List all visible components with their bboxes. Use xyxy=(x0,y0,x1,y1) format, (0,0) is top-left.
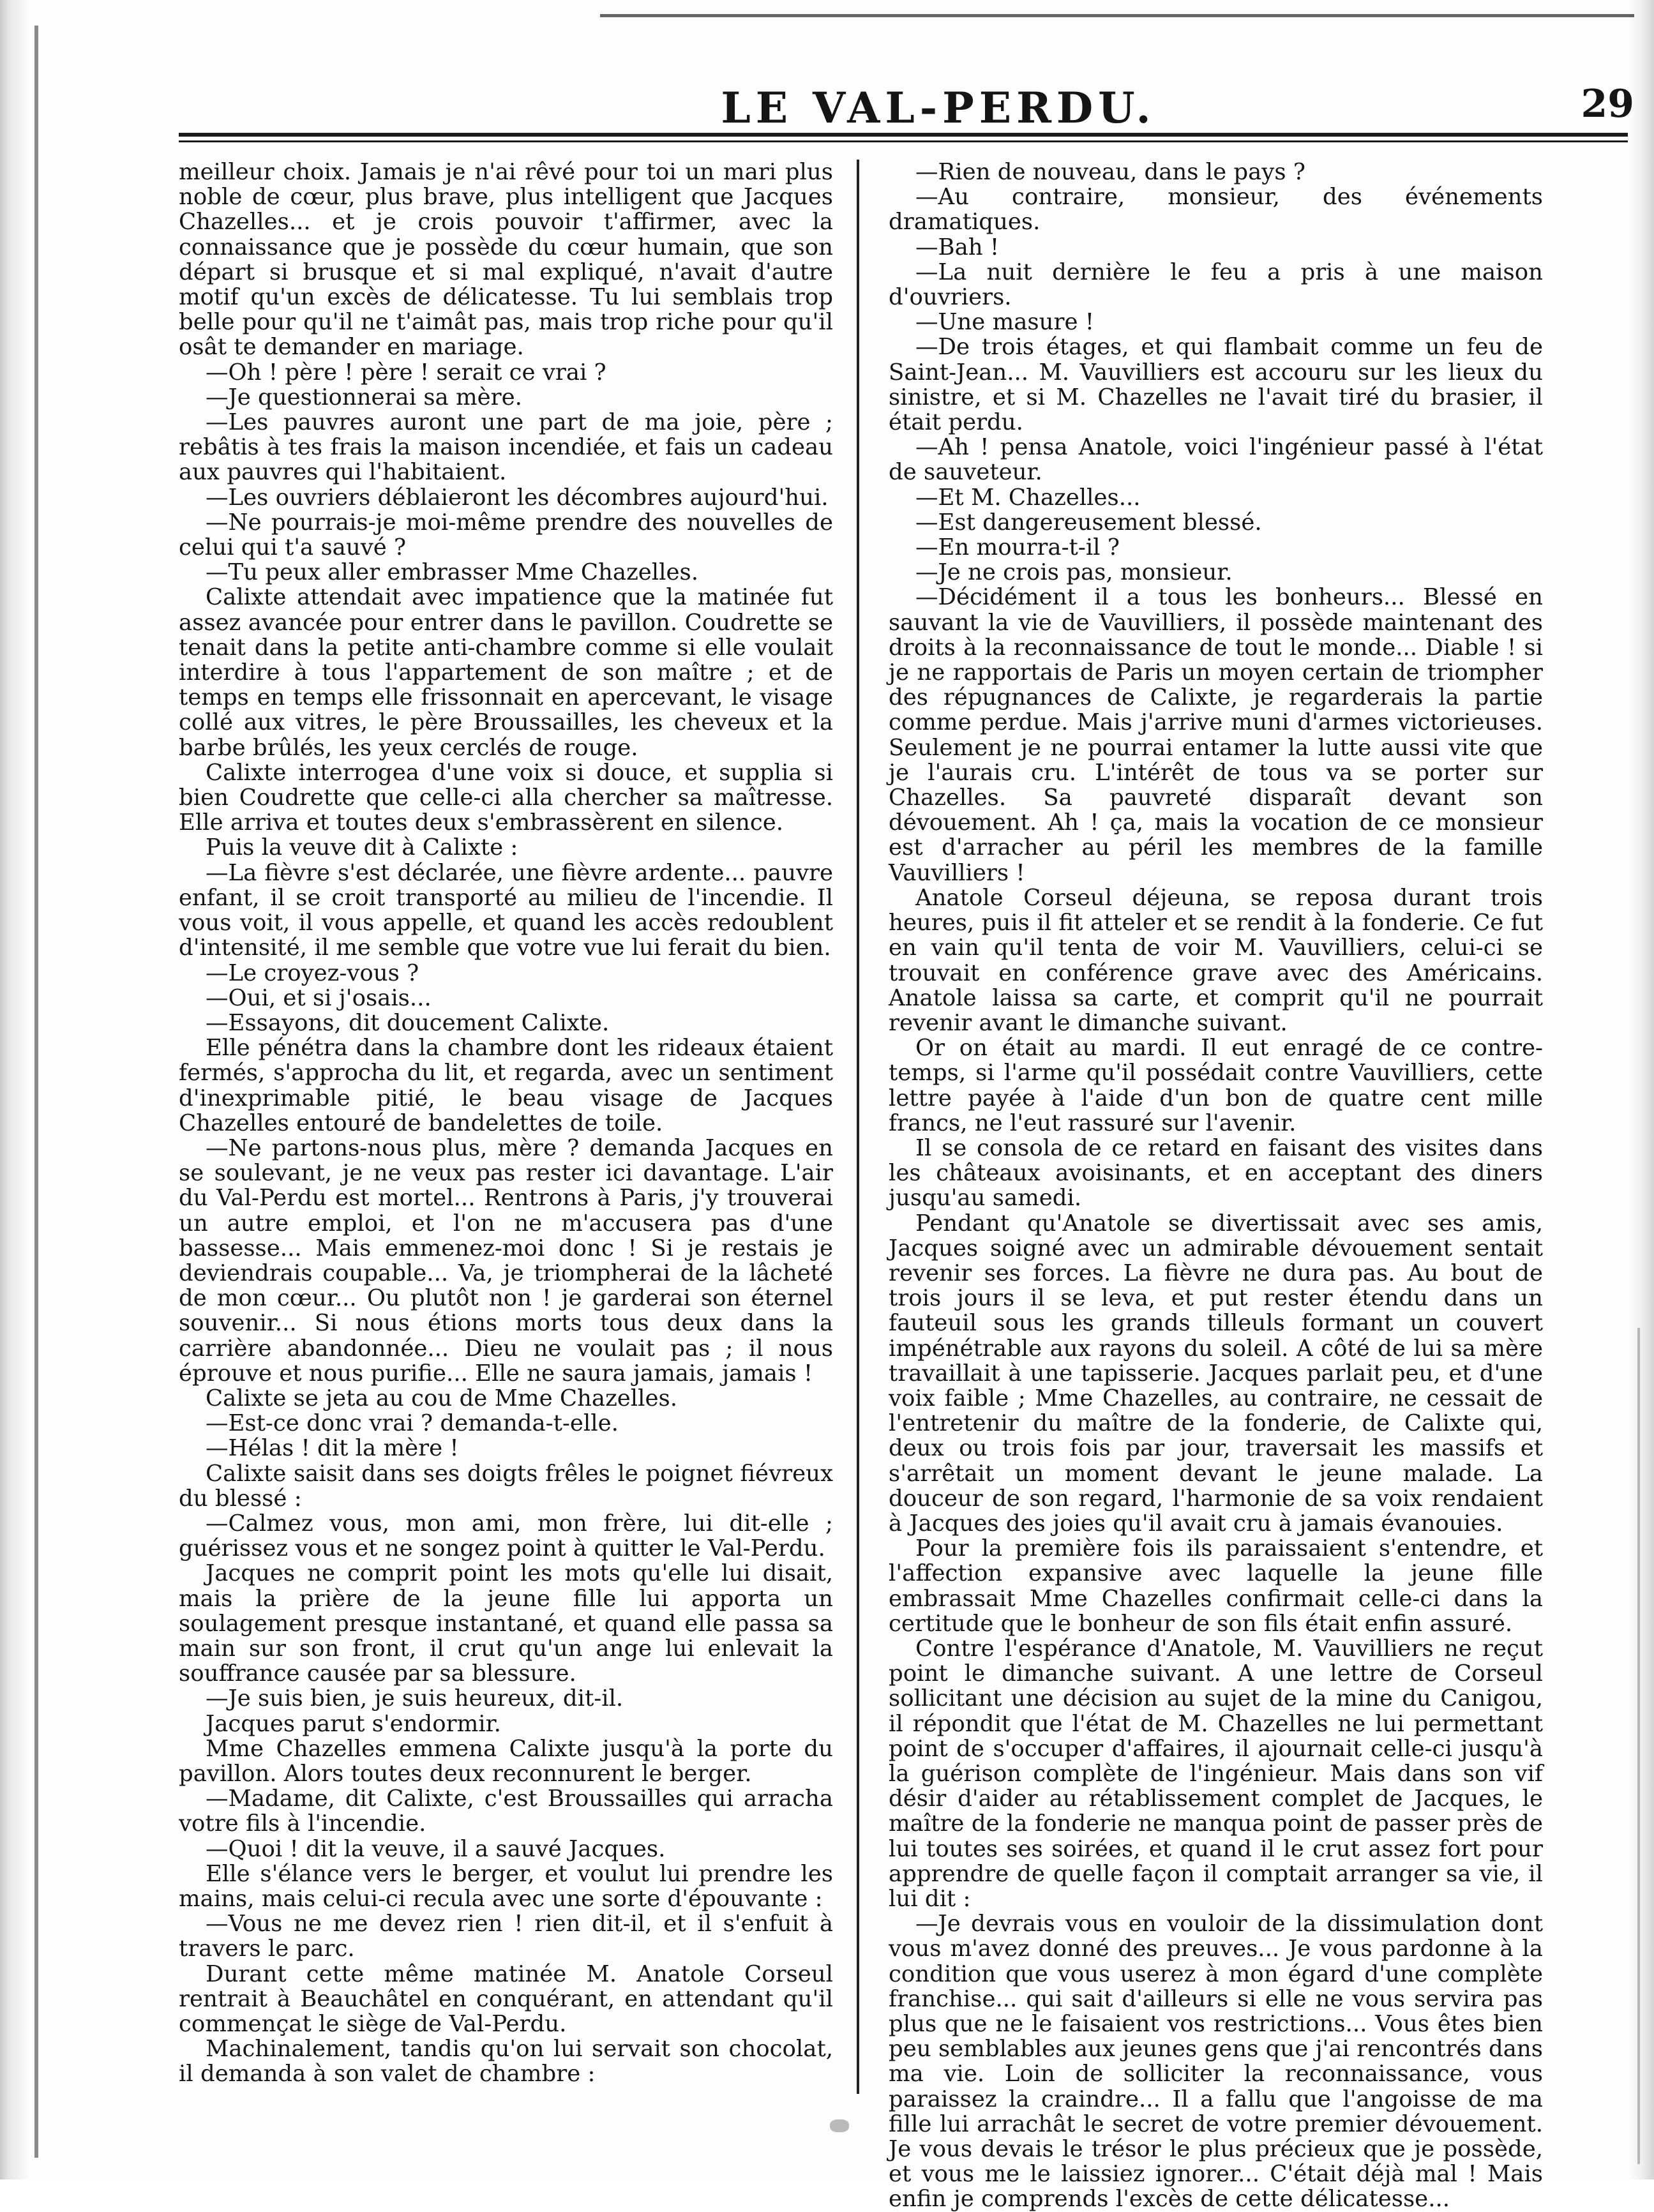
top-rule xyxy=(600,14,1634,17)
paragraph: —Bah ! xyxy=(915,234,1000,260)
page-header xyxy=(179,77,1634,153)
paragraph: Durant cette même matinée M. Anatole Corseul rentrait à Beauchâtel en conquérant, en attendant qu'il commençat le siège de Val-Perdu. xyxy=(179,1960,833,2038)
paragraph: —Calmez vous, mon ami, mon frère, lui dit-elle ; guérissez vous et ne songez point à quitter le Val-Perdu. xyxy=(179,1510,833,1562)
paragraph: —La nuit dernière le feu a pris à une maison d'ouvriers. xyxy=(889,259,1543,311)
paragraph: —Au contraire, monsieur, des événements dramatiques. xyxy=(889,184,1543,236)
header-rule xyxy=(179,133,1628,137)
paragraph: —Décidément il a tous les bonheurs... Blessé en sauvant la vie de Vauvilliers, il possède maintenant des droits à la reconnaissance de tout le monde... Diable ! si je ne rapportais de Paris un moyen certain de triompher des répugnances de Calixte, je regarderais la partie comme perdue. Mais j'arrive muni d'armes victorieuses. Seulement je ne pourrai entamer la lutte aussi vite que je l'aurais cru. L'intérêt de tous va se porter sur Chazelles. Sa pauvreté disparaît devant son dévouement. Ah ! ça, mais la vocation de ce monsieur est d'arracher au péril les membres de la famille Vauvilliers ! xyxy=(889,584,1543,886)
paragraph: —Je questionnerai sa mère. xyxy=(206,384,522,410)
ink-smudge xyxy=(830,2119,849,2132)
paragraph: —Quoi ! dit la veuve, il a sauvé Jacques. xyxy=(206,1835,666,1862)
column-divider xyxy=(857,160,859,2094)
paragraph: Elle s'élance vers le berger, et voulut lui prendre les mains, mais celui-ci recula avec une sorte d'épouvante : xyxy=(179,1860,833,1913)
paragraph: —Tu peux aller embrasser Mme Chazelles. xyxy=(206,559,699,586)
paragraph: —La fièvre s'est déclarée, une fièvre ardente... pauvre enfant, il se croit transporté au milieu de l'incendie. Il vous voit, il vous appelle, et quand les accès redoublent d'intensité, il me semble que votre vue lui ferait du bien. xyxy=(179,859,833,961)
paragraph: —Hélas ! dit la mère ! xyxy=(206,1435,459,1462)
scan-edge-right xyxy=(1628,0,1654,2179)
scan-edge-left xyxy=(0,0,29,2179)
paragraph: —Je devrais vous en vouloir de la dissimulation dont vous m'avez donné des preuves... Je vous pardonne à la condition que vous userez à mon égard d'une complète franchise... qui sait d'ailleurs si elle ne vous servira pas plus que ne le faisaient vos restrictions... Vous êtes bien peu semblables aux jeunes gens que j'ai rencontrés dans ma vie. Loin de solliciter la reconnaissance, vous paraissez la craindre... Il a fallu que l'angoisse de ma fille lui arrachât le secret de votre premier dévouement. Je vous devais le trésor le plus précieux que je possède, et vous me le laissiez ignorer... C'était déjà mal ! Mais enfin je comprends l'excès de cette délicatesse... xyxy=(889,1911,1543,2212)
right-column xyxy=(889,159,1543,2212)
paragraph: Jacques parut s'endormir. xyxy=(206,1710,501,1737)
paragraph: —Ne partons-nous plus, mère ? demanda Jacques en se soulevant, je ne veux pas rester ici davantage. L'air du Val-Perdu est mortel... Rentrons à Paris, j'y trouverai un autre emploi, et l'on ne m'accusera pas d'une bassesse... Mais emmenez-moi donc ! Si je restais je deviendrais coupable... Va, je triompherai de la lâcheté de mon cœur... Ou plutôt non ! je garderai son éternel souvenir... Si nous étions morts tous deux dans la carrière abandonnée... Dieu ne voulait pas ; il nous éprouve et nous purifie... Elle ne saura jamais, jamais ! xyxy=(179,1134,833,1387)
paragraph: Puis la veuve dit à Calixte : xyxy=(206,834,518,861)
paragraph: —Une masure ! xyxy=(915,309,1095,336)
paragraph: Contre l'espérance d'Anatole, M. Vauvilliers ne reçut point le dimanche suivant. A une lettre de Corseul sollicitant une décision au sujet de la mine du Canigou, il répondit que l'état de M. Chazelles ne lui permettant point de s'occuper d'affaires, il ajournait celle-ci jusqu'à la guérison complète de l'ingénieur. Mais dans son vif désir d'aider au rétablissement complet de Jacques, le maître de la fonderie ne manqua point de passer près de lui toutes ses soirées, et quand il le crut assez fort pour apprendre de quelle façon il comptait arranger sa vie, il lui dit : xyxy=(889,1635,1543,1913)
paragraph: —Et M. Chazelles... xyxy=(915,484,1141,511)
paragraph: —Ah ! pensa Anatole, voici l'ingénieur passé à l'état de sauveteur. xyxy=(889,434,1543,486)
running-title: LE VAL-PERDU. xyxy=(721,83,1156,133)
binding-line xyxy=(34,26,38,2158)
paragraph: —Les pauvres auront une part de ma joie, père ; rebâtis à tes frais la maison incendiée, et fais un cadeau aux pauvres qui l'habitaient. xyxy=(179,409,833,486)
paragraph: —Les ouvriers déblaieront les décombres aujourd'hui. xyxy=(206,484,829,511)
paragraph: —Rien de nouveau, dans le pays ? xyxy=(915,159,1305,185)
paragraph: Anatole Corseul déjeuna, se reposa durant trois heures, puis il fit atteler et se rendit à la fonderie. Ce fut en vain qu'il tenta de voir M. Vauvilliers, celui-ci se trouvait en conférence grave avec des Américains. Anatole laissa sa carte, et comprit qu'il ne pourrait revenir avant le dimanche suivant. xyxy=(889,884,1543,1036)
paragraph: Or on était au mardi. Il eut enragé de ce contre-temps, si l'arme qu'il possédait contre Vauvilliers, cette lettre payée à l'aide d'un bon de quatre cent mille francs, ne l'eut rassuré sur l'avenir. xyxy=(889,1035,1543,1136)
paragraph: Machinalement, tandis qu'on lui servait son chocolat, il demanda à son valet de chambre : xyxy=(179,2036,833,2088)
paragraph: —Je suis bien, je suis heureux, dit-il. xyxy=(206,1685,624,1712)
left-column xyxy=(179,160,833,2100)
paragraph: —Vous ne me devez rien ! rien dit-il, et il s'enfuit à travers le parc. xyxy=(179,1911,833,1962)
paragraph: Calixte se jeta au cou de Mme Chazelles. xyxy=(206,1385,678,1411)
paragraph: Calixte attendait avec impatience que la matinée fut assez avancée pour entrer dans le pavillon. Coudrette se tenait dans la petite anti-chambre comme si elle voulait interdire à tous l'appartement de son maître ; et de temps en temps elle frissonnait en apercevant, le visage collé aux vitres, le père Broussailles, les cheveux et la barbe brûlés, les yeux cerclés de rouge. xyxy=(179,584,833,761)
paragraph: —Oui, et si j'osais... xyxy=(206,984,432,1011)
paragraph: Pendant qu'Anatole se divertissait avec ses amis, Jacques soigné avec un admirable dévouement sentait revenir ses forces. La fièvre ne dura pas. Au bout de trois jours il se leva, et put rester étendu dans un fauteuil sous les grands tilleuls formant un couvert impénétrable aux rayons du soleil. A côté de lui sa mère travaillait à une tapisserie. Jacques parlait peu, et d'une voix faible ; Mme Chazelles, au contraire, ne cessait de l'entretenir du maître de la fonderie, de Calixte qui, deux ou trois fois par jour, traversait les massifs et s'arrêtait un moment devant le jeune malade. La douceur de son regard, l'harmonie de sa voix rendaient à Jacques des joies qu'il avait cru à jamais évanouies. xyxy=(889,1210,1543,1537)
paragraph: —Ne pourrais-je moi-même prendre des nouvelles de celui qui t'a sauvé ? xyxy=(179,509,833,561)
paragraph: Jacques ne comprit point les mots qu'elle lui disait, mais la prière de la jeune fille lui apporta un soulagement presque instantané, et quand elle passa sa main sur son front, il crut qu'un ange lui enlevait la souffrance causée par sa blessure. xyxy=(179,1560,833,1687)
paragraph: Il se consola de ce retard en faisant des visites dans les châteaux avoisinants, et en acceptant des diners jusqu'au samedi. xyxy=(889,1134,1543,1212)
paragraph: —Est-ce donc vrai ? demanda-t-elle. xyxy=(206,1410,619,1437)
paragraph: —Est dangereusement blessé. xyxy=(915,509,1262,536)
paragraph: —En mourra-t-il ? xyxy=(915,534,1120,561)
paragraph: —Madame, dit Calixte, c'est Broussailles qui arracha votre fils à l'incendie. xyxy=(179,1786,833,1837)
paragraph: —Je ne crois pas, monsieur. xyxy=(915,559,1233,586)
paragraph: —Oh ! père ! père ! serait ce vrai ? xyxy=(206,359,606,386)
paragraph: —Essayons, dit doucement Calixte. xyxy=(206,1009,610,1036)
paragraph: Calixte interrogea d'une voix si douce, et supplia si bien Coudrette que celle-ci alla chercher sa maîtresse. Elle arriva et toutes deux s'embrassèrent en silence. xyxy=(179,759,833,836)
paragraph: —De trois étages, et qui flambait comme un feu de Saint-Jean... M. Vauvilliers est accouru sur les lieux du sinistre, et si M. Chazelles ne l'avait tiré du brasier, il était perdu. xyxy=(889,334,1543,436)
paragraph: Pour la première fois ils paraissaient s'entendre, et l'affection expansive avec laquelle la jeune fille embrassait Mme Chazelles confirmait celle-ci dans la certitude que le bonheur de son fils était enfin assuré. xyxy=(889,1535,1543,1637)
header-rule-thin xyxy=(179,140,1628,142)
paragraph: —Le croyez-vous ? xyxy=(206,959,419,986)
paragraph: Elle pénétra dans la chambre dont les rideaux étaient fermés, s'approcha du lit, et regarda, avec un sentiment d'inexprimable pitié, le beau visage de Jacques Chazelles entouré de bandelettes de toile. xyxy=(179,1035,833,1136)
paragraph: Calixte saisit dans ses doigts frêles le poignet fiévreux du blessé : xyxy=(179,1460,833,1512)
page-number: 29 xyxy=(1581,82,1634,126)
paragraph: Mme Chazelles emmena Calixte jusqu'à la porte du pavillon. Alors toutes deux reconnurent le berger. xyxy=(179,1735,833,1787)
paragraph: meilleur choix. Jamais je n'ai rêvé pour toi un mari plus noble de cœur, plus brave, plus intelligent que Jacques Chazelles... et je crois pouvoir t'affirmer, avec la connaissance que je possède du cœur humain, que son départ si brusque et si mal expliqué, n'avait d'autre motif qu'un excès de délicatesse. Tu lui semblais trop belle pour qu'il ne t'aimât pas, mais trop riche pour qu'il osât te demander en mariage. xyxy=(179,159,833,361)
scan-streak xyxy=(1637,1328,1640,2164)
